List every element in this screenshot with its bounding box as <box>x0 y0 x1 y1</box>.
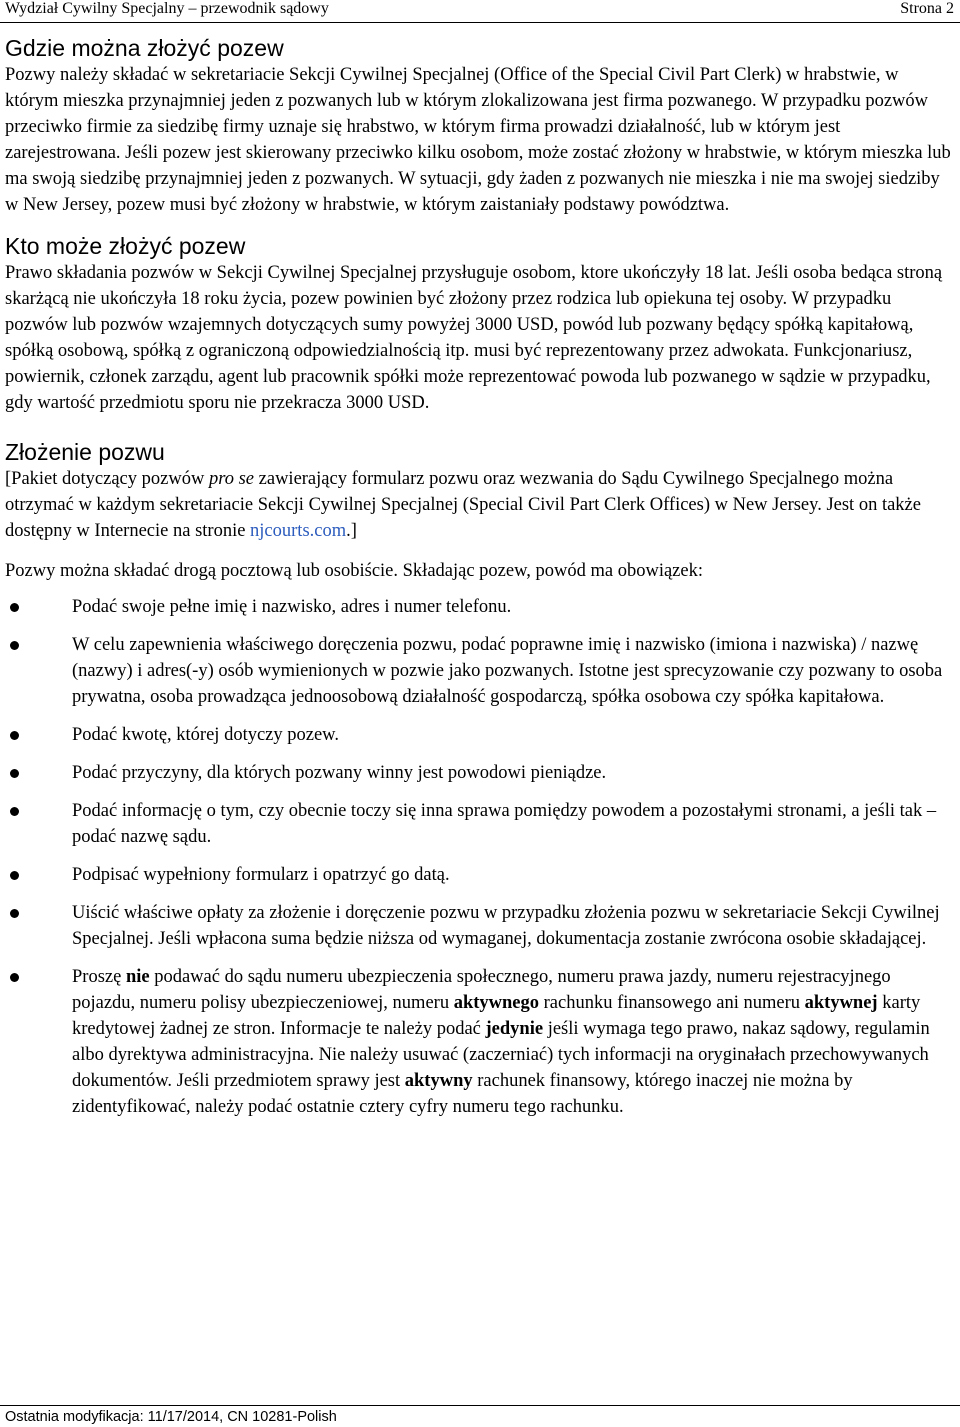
bullet-icon <box>10 973 19 982</box>
list-item: W celu zapewnienia właściwego doręczenia pozwu, podać poprawne imię i nazwisko (imiona i nazwiska) / nazwę (nazwy) i adres(-y) osób wymienionych w pozwie jako pozwanych. Istotne jest sprecyzowanie czy pozwany to osoba prywatna, osoba prowadząca jednoosobową działalność gospodarczą, spółka osobowa czy spółka kapitałowa. <box>5 632 955 710</box>
page-footer <box>0 1405 960 1425</box>
list-item: Podać informację o tym, czy obecnie toczy się inna sprawa pomiędzy powodem a pozostałymi stronami, a jeśli tak – podać nazwę sądu. <box>5 798 955 850</box>
heading-where: Gdzie można złożyć pozew <box>5 35 284 61</box>
bullet-icon <box>10 807 19 816</box>
njcourts-link[interactable]: njcourts.com <box>250 521 347 541</box>
paragraph-filing-intro: Pozwy można składać drogą pocztową lub osobiście. Składając pozew, powód ma obowiązek: <box>5 561 703 581</box>
page-header <box>0 0 960 23</box>
bullet-icon <box>10 641 19 650</box>
page-number: Strona 2 <box>900 0 954 17</box>
bullet-icon <box>10 909 19 918</box>
bullet-icon <box>10 603 19 612</box>
list-item: Podać przyczyny, dla których pozwany winny jest powodowi pieniądze. <box>5 760 955 786</box>
bullet-icon <box>10 871 19 880</box>
heading-who: Kto może złożyć pozew <box>5 233 246 259</box>
list-item: Podpisać wypełniony formularz i opatrzyć go datą. <box>5 862 955 888</box>
pro-se-italic: pro se <box>208 469 255 489</box>
section-who <box>5 232 955 416</box>
footer-modified: Ostatnia modyfikacja: 11/17/2014, CN 10281-Polish <box>5 1409 337 1425</box>
list-item: Uiścić właściwe opłaty za złożenie i doręczenie pozwu w przypadku złożenia pozwu w sekretariacie Sekcji Cywilnej Specjalnej. Jeśli wpłacona suma będzie niższa od wymaganej, dokumentacja zostanie zwrócona osobie składającej. <box>5 900 955 952</box>
section-where <box>5 34 955 218</box>
header-title: Wydział Cywilny Specjalny – przewodnik sądowy <box>5 0 329 17</box>
main-content <box>5 34 955 1132</box>
list-item: Podać kwotę, której dotyczy pozew. <box>5 722 955 748</box>
list-item-privacy: Proszę nie podawać do sądu numeru ubezpieczenia społecznego, numeru prawa jazdy, numeru rejestracyjnego pojazdu, numeru polisy ubezpieczeniowej, numeru aktywnego rachunku finansowego ani numeru aktywnej karty kredytowej żadnej ze stron. Informacje te należy podać jedynie jeśli wymaga tego prawo, nakaz sądowy, regulamin albo dyrektywa administracyjna. Nie należy usuwać (zaczerniać) tych informacji na oryginałach przechowywanych dokumentów. Jeśli przedmiotem sprawy jest aktywny rachunek finansowy, którego inaczej nie można by zidentyfikować, należy podać ostatnie cztery cyfry numeru tego rachunku. <box>5 964 955 1120</box>
bullet-icon <box>10 769 19 778</box>
paragraph-where: Pozwy należy składać w sekretariacie Sekcji Cywilnej Specjalnej (Office of the Special Civil Part Clerk) w hrabstwie, w którym mieszka przynajmniej jeden z pozwanych lub w którym zlokalizowana jest firma pozwanego. W przypadku pozwów przeciwko firmie za siedzibę firmy uznaje się hrabstwo, w którym firma prowadzi działalność, lub w którym jest zarejestrowana. Jeśli pozew jest skierowany przeciwko kilku osobom, może zostać złożony w hrabstwie, w którym mieszka lub ma swoją siedzibę przynajmniej jeden z pozwanych. W sytuacji, gdy żaden z pozwanych nie mieszka i nie ma swojej siedziby w New Jersey, pozew musi być złożony w hrabstwie, w którym zaistaniały podstawy powództwa. <box>5 65 951 215</box>
heading-filing: Złożenie pozwu <box>5 439 165 465</box>
paragraph-pro-se-note: [Pakiet dotyczący pozwów pro se zawierający formularz pozwu oraz wezwania do Sądu Cywilnego Specjalnego można otrzymać w każdym sekretariacie Sekcji Cywilnej Specjalnej (Special Civil Part Clerk Offices) w New Jersey. Jest on także dostępny w Internecie na stronie njcourts.com.] <box>5 469 921 541</box>
paragraph-who: Prawo składania pozwów w Sekcji Cywilnej Specjalnej przysługuje osobom, ktore ukończyły 18 lat. Jeśli osoba bedąca stroną skarżącą nie ukończyła 18 roku życia, pozew powinien być złożony przez rodzica lub opiekuna tej osoby. W przypadku pozwów lub pozwów wzajemnych dotyczących sumy powyżej 3000 USD, powód lub pozwany będący spółką kapitałową, spółką osobową, spółką z ograniczoną odpowiedzialnością itp. musi być reprezentowany przez adwokata. Funkcjonariusz, powiernik, członek zarządu, agent lub pracownik spółki może reprezentować powoda lub pozwanego w sądzie w przypadku, gdy wartość przedmiotu sporu nie przekracza 3000 USD. <box>5 263 943 413</box>
list-item: Podać swoje pełne imię i nazwisko, adres i numer telefonu. <box>5 594 955 620</box>
bullet-icon <box>10 731 19 740</box>
obligations-list <box>5 594 955 1120</box>
section-filing <box>5 438 955 1120</box>
